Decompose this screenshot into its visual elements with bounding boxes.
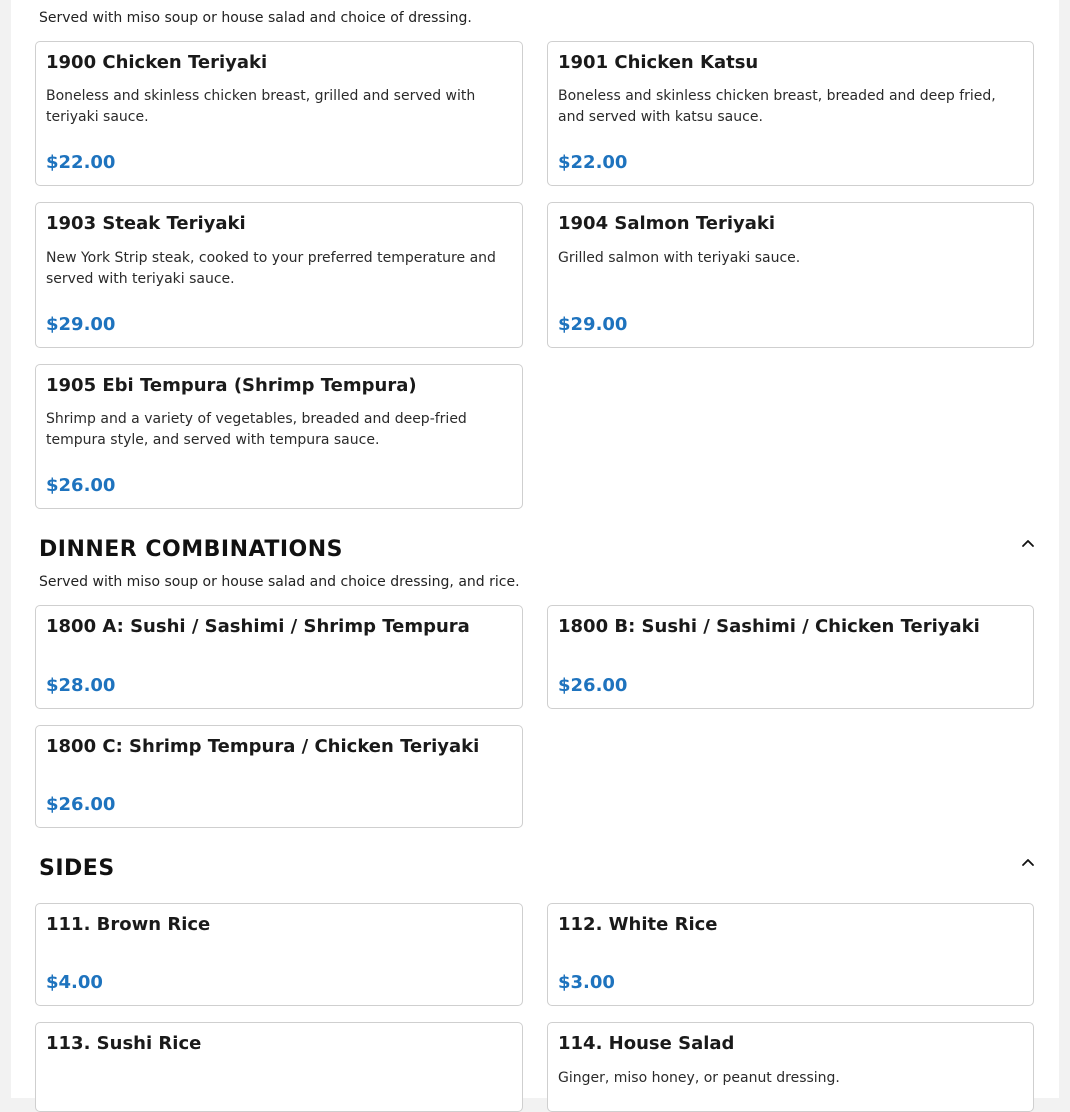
item-description: Boneless and skinless chicken breast, grilled and served with teriyaki sauce. <box>46 88 476 125</box>
item-title: 1905 Ebi Tempura (Shrimp Tempura) <box>46 375 417 396</box>
chevron-up-icon[interactable] <box>1021 536 1035 550</box>
menu-item-card[interactable] <box>547 41 1034 186</box>
menu-item-card[interactable] <box>35 725 523 828</box>
section-description: Served with miso soup or house salad and choice of dressing. <box>39 10 472 26</box>
section-heading: DINNER COMBINATIONS <box>39 537 343 562</box>
item-title: 114. House Salad <box>558 1033 735 1054</box>
item-title: 1800 C: Shrimp Tempura / Chicken Teriyaki <box>46 736 480 757</box>
item-description: Grilled salmon with teriyaki sauce. <box>558 250 801 266</box>
menu-item-card[interactable] <box>35 364 523 509</box>
menu-item-card[interactable] <box>547 605 1034 709</box>
menu-item-card[interactable] <box>35 1022 523 1112</box>
menu-item-card[interactable] <box>35 903 523 1006</box>
item-title: 1800 B: Sushi / Sashimi / Chicken Teriyaki <box>558 616 980 637</box>
section-heading: SIDES <box>39 856 115 881</box>
menu-item-card[interactable] <box>35 41 523 186</box>
item-title: 113. Sushi Rice <box>46 1033 202 1054</box>
item-title: 1800 A: Sushi / Sashimi / Shrimp Tempura <box>46 616 470 637</box>
chevron-up-icon[interactable] <box>1021 855 1035 869</box>
item-price: $26.00 <box>46 794 116 815</box>
menu-panel <box>11 0 1059 1098</box>
item-title: 111. Brown Rice <box>46 914 211 935</box>
item-price: $4.00 <box>46 972 103 993</box>
item-title: 1903 Steak Teriyaki <box>46 213 246 234</box>
item-description: Boneless and skinless chicken breast, breaded and deep fried, and served with katsu sauce. <box>558 88 996 125</box>
item-price: $28.00 <box>46 675 116 696</box>
section-description: Served with miso soup or house salad and choice dressing, and rice. <box>39 574 520 590</box>
menu-item-card[interactable] <box>547 202 1034 348</box>
item-description: Shrimp and a variety of vegetables, breaded and deep-fried tempura style, and served with tempura sauce. <box>46 411 467 448</box>
item-description: Ginger, miso honey, or peanut dressing. <box>558 1070 840 1086</box>
item-price: $22.00 <box>46 152 116 173</box>
item-title: 1900 Chicken Teriyaki <box>46 52 268 73</box>
menu-item-card[interactable] <box>547 903 1034 1006</box>
menu-item-card[interactable] <box>35 202 523 348</box>
menu-item-card[interactable] <box>35 605 523 709</box>
item-price: $26.00 <box>46 475 116 496</box>
item-description: New York Strip steak, cooked to your preferred temperature and served with teriyaki sauce. <box>46 250 496 287</box>
item-price: $29.00 <box>46 314 116 335</box>
item-title: 1904 Salmon Teriyaki <box>558 213 776 234</box>
item-price: $22.00 <box>558 152 628 173</box>
item-price: $26.00 <box>558 675 628 696</box>
item-price: $3.00 <box>558 972 615 993</box>
item-title: 112. White Rice <box>558 914 718 935</box>
item-title: 1901 Chicken Katsu <box>558 52 759 73</box>
menu-item-card[interactable] <box>547 1022 1034 1112</box>
item-price: $29.00 <box>558 314 628 335</box>
